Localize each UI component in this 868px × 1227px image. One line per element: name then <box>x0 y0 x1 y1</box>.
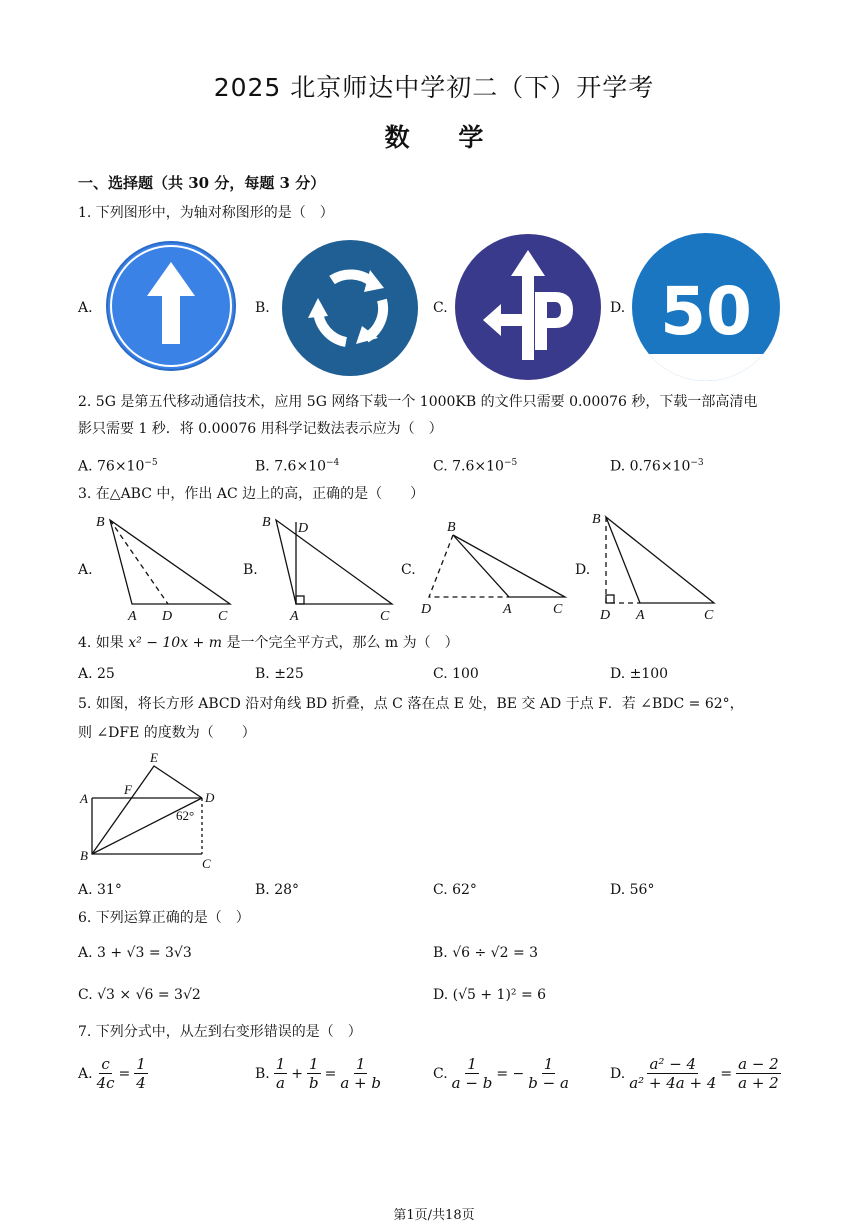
q6-option-b: B. √6 ÷ √2 = 3 <box>433 945 539 961</box>
svg-text:D: D <box>421 602 432 617</box>
q1-label-a: A. <box>78 300 93 316</box>
svg-text:F: F <box>124 782 132 797</box>
q4-stem: 4. 如果 x² − 10x + m 是一个完全平方式，那么 m 为（ ） <box>78 635 459 651</box>
q1-label-b: B. <box>255 300 270 316</box>
q5-option-a: A. 31° <box>78 882 122 898</box>
svg-text:C: C <box>202 856 211 871</box>
svg-text:B: B <box>96 515 105 530</box>
q1-label-c: C. <box>433 300 448 316</box>
q6-option-d: D. (√5 + 1)² = 6 <box>433 987 547 1003</box>
svg-text:D: D <box>600 608 611 623</box>
q3-figure-b <box>258 508 398 626</box>
svg-text:C: C <box>704 608 714 623</box>
q3-figure-a <box>90 508 240 626</box>
q1-stem: 1. 下列图形中，为轴对称图形的是（ ） <box>78 205 334 221</box>
svg-text:B: B <box>80 848 88 863</box>
svg-text:C: C <box>553 602 563 617</box>
q3-figure-c <box>415 515 575 625</box>
q3-label-d: D. <box>575 562 591 578</box>
q5-stem-line2: 则 ∠DFE 的度数为（ ） <box>78 725 256 741</box>
q5-stem-line1: 5. 如图，将长方形 ABCD 沿对角线 BD 折叠，点 C 落在点 E 处，BE 交 AD 于点 F．若 ∠BDC = 62°， <box>78 696 744 712</box>
subject-title: 数 学 <box>384 123 484 152</box>
svg-text:62°: 62° <box>176 808 195 823</box>
q1-label-d: D. <box>610 300 626 316</box>
q7-stem: 7. 下列分式中，从左到右变形错误的是（ ） <box>78 1024 362 1040</box>
svg-text:D: D <box>162 609 173 624</box>
q4-option-d: D. ±100 <box>610 666 669 682</box>
q2-option-c: C. $7.6\times 10^{-5}$ <box>433 458 518 475</box>
svg-text:C: C <box>380 609 390 624</box>
q2-option-b: B. $7.6\times 10^{-4}$ <box>255 458 340 475</box>
svg-text:D: D <box>298 521 309 536</box>
q2-stem-line2: 影只需要 1 秒．将 0.00076 用科学记数法表示应为（ ） <box>78 421 443 437</box>
q6-option-c: C. √3 × √6 = 3√2 <box>78 987 201 1003</box>
svg-text:A: A <box>80 791 88 806</box>
q2-option-a: A. $76\times 10^{-5}$ <box>78 458 158 475</box>
q4-option-c: C. 100 <box>433 666 479 682</box>
q5-figure-rectangle-fold <box>78 748 228 873</box>
q7-option-d: D. $\frac{\text{a² − 4}}{\text{a² + 4a + 4}}$ = $\frac{a - 2}{a + 2}$ <box>610 1055 779 1092</box>
sign-speed-text: 50 <box>660 273 752 350</box>
sign-minimum-speed-icon <box>631 232 781 382</box>
svg-text:C: C <box>218 609 228 624</box>
svg-text:B: B <box>592 512 601 527</box>
sign-direction-parking-icon <box>453 232 603 382</box>
q7-option-b: B. $\frac{1}{a}$ + $\frac{1}{b}$ = $\frac{1}{a + b}$ <box>255 1055 381 1092</box>
exam-title: 2025 北京师达中学初二（下）开学考 <box>213 73 655 102</box>
svg-text:D: D <box>205 790 215 805</box>
q3-stem: 3. 在△ABC 中，作出 AC 边上的高，正确的是（ ） <box>78 486 425 502</box>
svg-text:A: A <box>128 609 137 624</box>
page-number: 第1页/共18页 <box>393 1208 475 1223</box>
svg-text:B: B <box>447 520 456 535</box>
svg-text:B: B <box>262 515 271 530</box>
q2-stem-line1: 2. 5G 是第五代移动通信技术，应用 5G 网络下载一个 1000KB 的文件只需要 0.00076 秒，下载一部高清电 <box>78 394 758 410</box>
q6-stem: 6. 下列运算正确的是（ ） <box>78 910 250 926</box>
svg-text:A: A <box>636 608 645 623</box>
q2-option-d: D. $0.76\times 10^{-3}$ <box>610 458 704 475</box>
q5-option-d: D. 56° <box>610 882 655 898</box>
section-heading: 一、选择题（共 30 分，每题 3 分） <box>78 174 326 192</box>
q6-option-a: A. 3 + √3 = 3√3 <box>78 945 192 961</box>
q7-option-c: C. $\frac{1}{a - b}$ = − $\frac{1}{b - a}$ <box>433 1055 569 1092</box>
q5-option-c: C. 62° <box>433 882 477 898</box>
sign-roundabout-icon <box>280 238 420 378</box>
q3-label-c: C. <box>401 562 416 578</box>
q4-option-b: B. ±25 <box>255 666 304 682</box>
q3-figure-d <box>588 505 723 627</box>
q3-label-a: A. <box>78 562 93 578</box>
svg-text:A: A <box>503 602 512 617</box>
svg-text:A: A <box>290 609 299 624</box>
sign-ahead-only-icon <box>105 240 237 372</box>
q4-option-a: A. 25 <box>78 666 115 682</box>
q7-option-a: A. $\frac{c}{4c}$ = $\frac{1}{4}$ <box>78 1055 146 1092</box>
svg-text:E: E <box>150 750 158 765</box>
q3-label-b: B. <box>243 562 258 578</box>
q5-option-b: B. 28° <box>255 882 300 898</box>
